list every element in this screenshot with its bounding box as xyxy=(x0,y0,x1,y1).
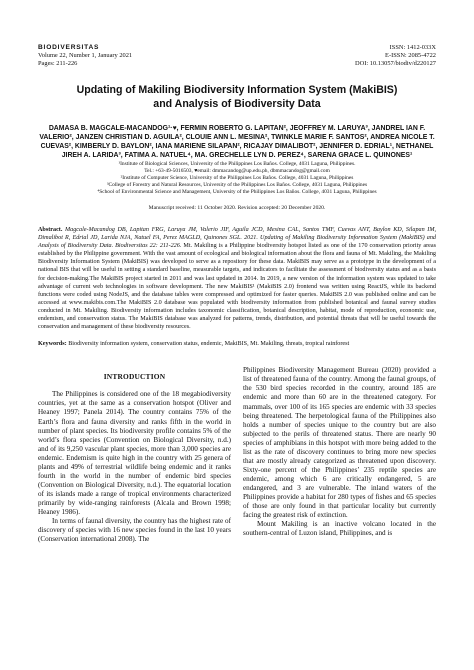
abstract-citation: Magcale-Macandog DB, Lapitan FRG, Laruya JM, Valerio JIF, Aguila JCD, Mesina CAL, Santos TMF, Cuevas ANT, Baylon KD, Silapan IM, Dimalibot R, Edrial JD, Larida NJA, Natuel FA, Perez MAGLD, Quinones SGL. 2021. Updating of Makiling Biodiversity Information System (MakiBIS) and Analysis of Biodiversity Data. Biodiversitas 22: 211-226. xyxy=(38,227,436,250)
manuscript-dates: Manuscript received: 11 October 2020. Revision accepted: 20 December 2020. xyxy=(148,205,326,211)
header-right xyxy=(355,44,436,68)
eissn: E-ISSN: 2085-4722 xyxy=(385,52,436,59)
header-left xyxy=(38,44,132,68)
paragraph: Mount Makiling is an inactive volcano located in the southern-central of Luzon island, Philippines, and is xyxy=(243,520,436,538)
issn: ISSN: 1412-033X xyxy=(389,44,436,51)
affiliation-line: ¹Institute of Biological Sciences, University of the Philippines Los Baños. College, 4031 Laguna, Philippines. xyxy=(118,161,356,167)
affiliation-line: Tel.: +63-49-5016503, ♥email: dmmacandog@up.edu.ph, dbmmacandog@gmail.com xyxy=(144,168,330,174)
left-column xyxy=(38,366,231,544)
paper-title: Updating of Makiling Biodiversity Information System (MakiBIS) and Analysis of Biodiversity Data xyxy=(76,84,398,110)
journal-volume: Volume 22, Number 1, January 2021 xyxy=(38,52,133,59)
doi: DOI: 10.13057/biodiv/d220127 xyxy=(355,60,436,67)
running-header xyxy=(38,44,436,68)
journal-pages: Pages: 211-226 xyxy=(38,60,78,67)
paragraph: In terms of faunal diversity, the country has the highest rate of discovery of species with 16 new species found in the last 10 years (Conservation international 2008). The xyxy=(38,517,231,544)
abstract-label: Abstract. xyxy=(38,227,63,233)
body-columns xyxy=(38,366,436,544)
journal-name: BIODIVERSITAS xyxy=(38,44,100,51)
affiliation-line: ⁴School of Environmental Science and Management, University of the Philippines Los Baños. College, 4031 Laguna, Philippines xyxy=(97,189,377,195)
keywords-label: Keywords: xyxy=(38,341,67,348)
keywords-body: Biodiversity information system, conservation status, endemic, MakiBIS, Mt. Makiling, threats, tropical rainforest xyxy=(66,341,350,348)
author-list: DAMASA B. MAGCALE-MACANDOG¹·♥, FERMIN ROBERTO G. LAPITAN², JEOFFREY M. LARUYA³, JANDREL IAN F. VALERIO², JANZEN CHRISTIAN D. AGUILA², CLOUIE ANN L. MESINA², TWINKLE MARIE F. SANTOS², ANDREA NICOLE T. CUEVAS², KIMBERLY D. BAYLON², IANA MARIENE SILAPAN², RICAJAY DIMALIBOT², JENNIFER D. EDRIAL¹, NETHANEL JIREH A. LARIDA³, FATIMA A. NATUEL⁴, MA. GRECHELLE LYN D. PEREZ⁴, SARENA GRACE L. QUINONES¹ xyxy=(39,125,435,159)
affiliation-line: ²Institute of Computer Science, University of the Philippines Los Baños. College, 4031 Laguna, Philippines xyxy=(120,175,354,181)
right-column xyxy=(243,366,436,544)
affiliations xyxy=(38,161,436,196)
abstract xyxy=(38,226,436,331)
abstract-body: Mt. Makiling is a Philippine biodiversity hotspot listed as one of the 170 conservation priority areas established by the Philippine government. With the vast amount of ecological and biological information about the flora and fauna of Mt. Makiling, the Makiling Biodiversity Information System (MakiBIS) was developed to serve as a repository for these data. MakiBIS may serve as a prototype in the development of a national BIS that will be useful in setting a standard baseline, measurable targets, and indicators to facilitate the assessment of biodiversity status and as a basis for decision-making.The MakiBIS project started in 2011 and was last updated in 2014. In 2019, a new version of the information system was updated to take advantage of current web technologies in software development. The new MakiBIS¹ (MakiBIS 2.0) frontend was written using ReactJS, while its backend functions were coded using NodeJS, and the database tables were compressed and optimized for faster queries. MakiBIS 2.0 was published online and can be accessed at www.makibis.com.The MakiBIS 2.0 database was populated with biodiversity information from published botanical and faunal survey studies conducted in Mt. Makiling. Biodiversity information includes taxonomic classification, botanical description, habitat, mode of reproduction, economic use, endemism, and conservation status. The MakiBIS database was analyzed for patterns, trends, distribution, and potential threats that will be useful towards the conservation and management of these biodiversity resources. xyxy=(38,243,436,331)
keywords xyxy=(38,340,436,348)
paragraph: Philippines Biodiversity Management Bureau (2020) provided a list of threatened fauna of the country. Among the faunal groups, of the 530 bird species recorded in the country, around 185 are endemic and more than 60 are in the threatened category. For mammals, over 100 of its 165 species are endemic with 33 species being threatened. The herpetological fauna of the Philippines also holds a number of species unique to the country but are also subjected to the perils of threatened status. There are nearly 90 species of amphibians in this hotspot with more being added to the list as the rate of discovery continues to bring more new species that are mostly already categorized as threatened upon discovery. Sixty-one percent of the Philippines’ 235 reptile species are endemic, among which 6 are critically endangered, 5 are endangered, and 3 are vulnerable. The inland waters of the Philippines provide a habitat for 280 types of fishes and 65 species of those are only found in that particular locality but currently facing the greatest risk of extinction. xyxy=(243,366,436,520)
section-heading: INTRODUCTION xyxy=(103,372,166,382)
affiliation-line: ³College of Forestry and Natural Resources, University of the Philippines Los Baños. College, 4031 Laguna, Philippines xyxy=(106,182,368,188)
paragraph: The Philippines is considered one of the 18 megabiodiversity countries, yet at the same as a conservation hotspot (Oliver and Heaney 1997; Panela 2014). The country contains 75% of the Earth’s flora and fauna diversity and ranks fifth in the world in number of plant species. Its biodiversity profile contains 5% of the world’s flora species (Convention on Biological Diversity, n.d.) and of its 9,250 vascular plant species, more than 3,000 species are endemic. Endemism is quite high in the country with 25 genera of plants and 49% of terrestrial wildlife being endemic and it ranks fourth in the world in the number of endemic bird species (Convention on Biological Diversity, n.d.). The equatorial location of its islands made a range of tropical environments characterized primarily by wide-ranging rainforests (Alcala and Brown 1998; Heaney 1986). xyxy=(38,390,231,516)
